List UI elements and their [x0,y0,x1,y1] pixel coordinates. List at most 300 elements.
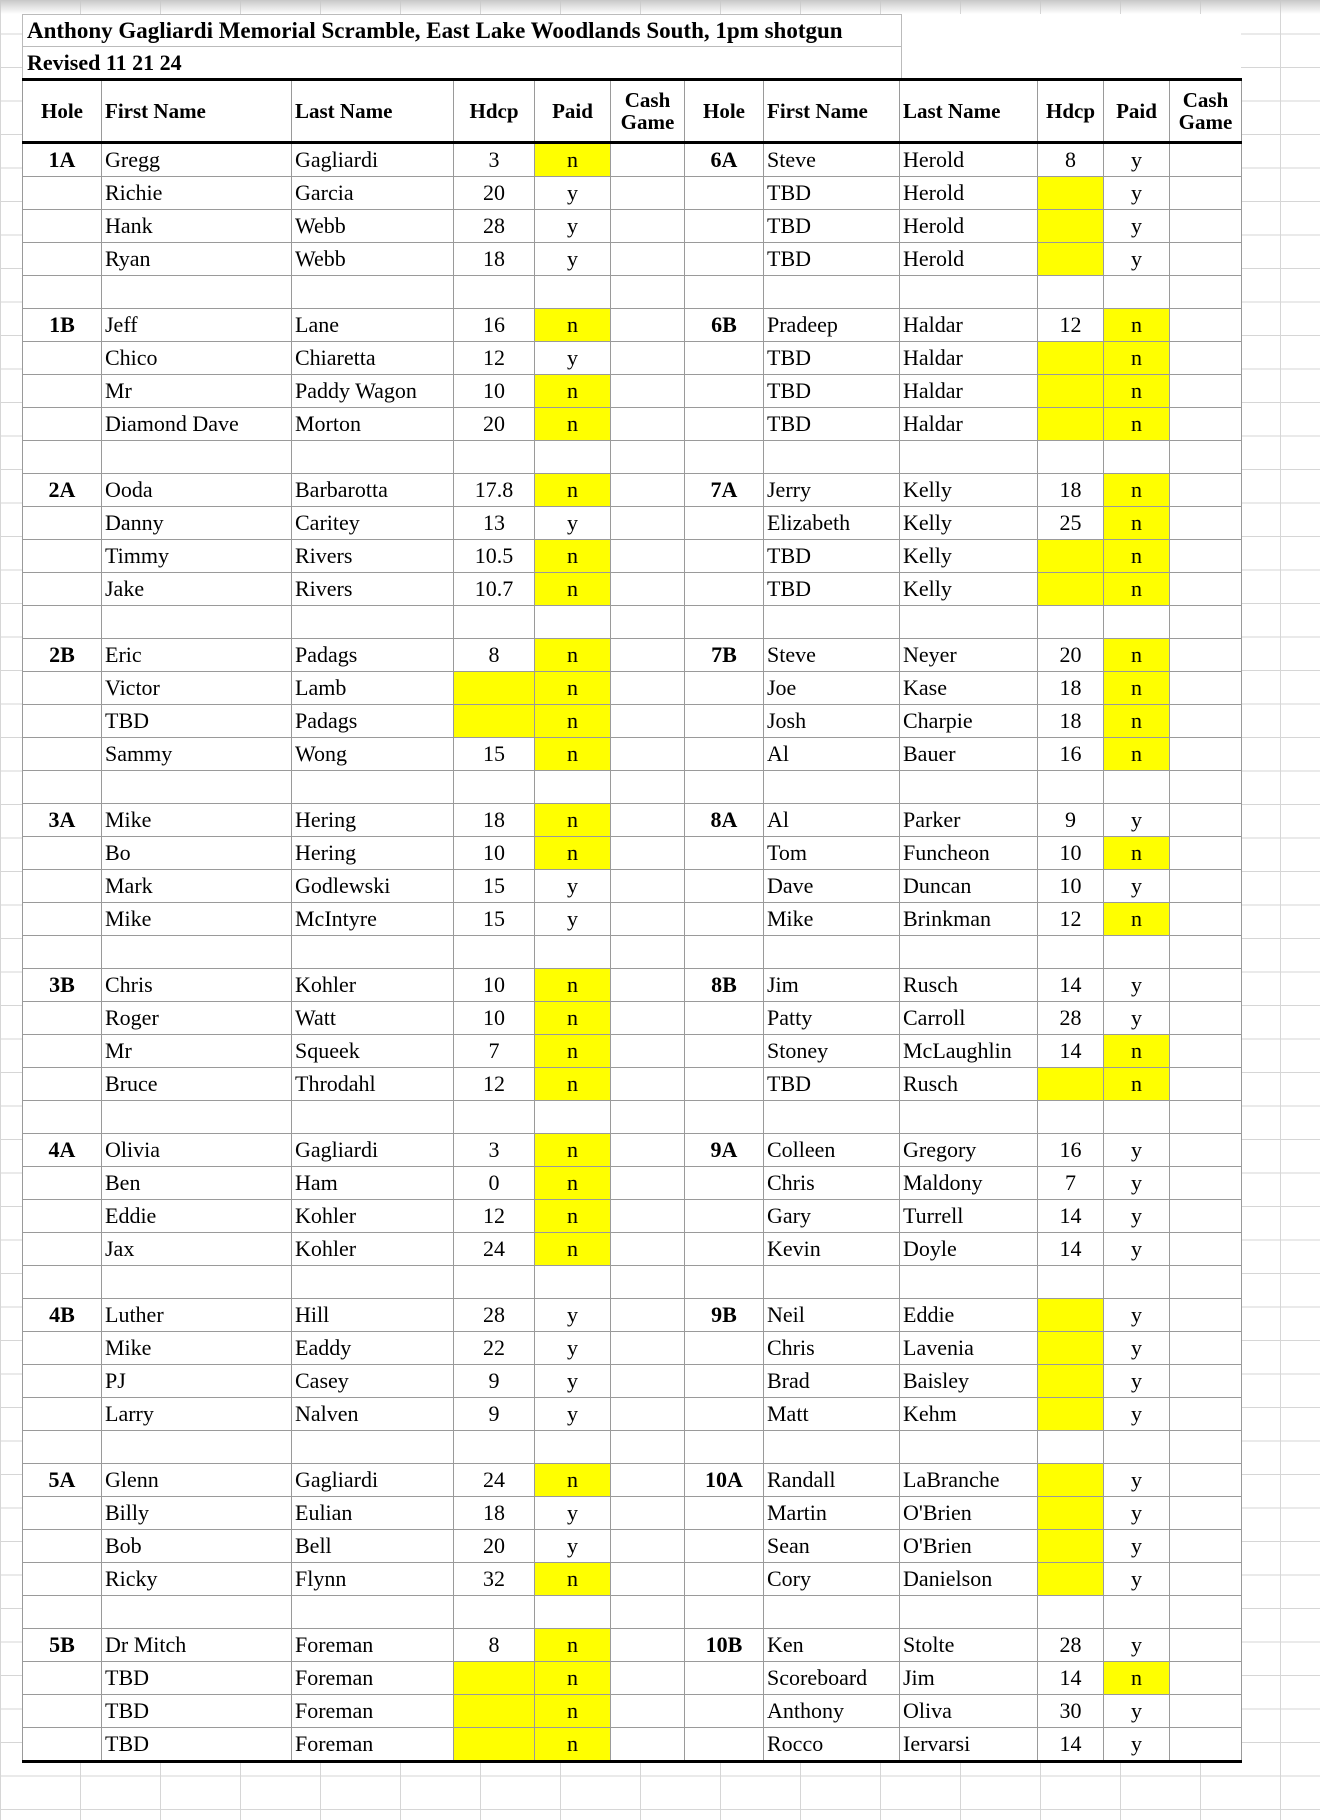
empty-cell[interactable] [292,771,454,804]
last-name-cell[interactable]: Herold [900,210,1038,243]
cash-game-cell[interactable] [1170,1695,1242,1728]
last-name-cell[interactable]: Gagliardi [292,143,454,177]
last-name-cell[interactable]: Wong [292,738,454,771]
empty-cell[interactable] [23,771,102,804]
hdcp-cell[interactable]: 14 [1038,969,1104,1002]
empty-cell[interactable] [1038,1431,1104,1464]
last-name-cell[interactable]: Flynn [292,1563,454,1596]
empty-cell[interactable] [685,936,764,969]
last-name-cell[interactable]: Kehm [900,1398,1038,1431]
paid-cell[interactable]: n [535,408,611,441]
hdcp-cell[interactable] [1038,408,1104,441]
hdcp-cell[interactable] [1038,1530,1104,1563]
cash-game-cell[interactable] [611,143,685,177]
cash-game-cell[interactable] [1170,573,1242,606]
first-name-cell[interactable]: Ken [764,1629,900,1662]
first-name-cell[interactable]: Bo [102,837,292,870]
hdcp-cell[interactable] [1038,1365,1104,1398]
paid-cell[interactable]: y [535,507,611,540]
last-name-cell[interactable]: Morton [292,408,454,441]
hdcp-cell[interactable]: 20 [454,1530,535,1563]
hdcp-cell[interactable] [1038,177,1104,210]
paid-cell[interactable]: y [1104,1728,1170,1762]
empty-cell[interactable] [23,1101,102,1134]
last-name-cell[interactable]: Ham [292,1167,454,1200]
hdcp-cell[interactable]: 10 [454,1002,535,1035]
first-name-cell[interactable]: Ricky [102,1563,292,1596]
paid-cell[interactable]: n [535,1035,611,1068]
paid-cell[interactable]: n [535,540,611,573]
cash-game-cell[interactable] [611,1563,685,1596]
empty-cell[interactable] [535,1101,611,1134]
hdcp-cell[interactable]: 28 [1038,1629,1104,1662]
last-name-cell[interactable]: Rusch [900,1068,1038,1101]
first-name-cell[interactable]: Ben [102,1167,292,1200]
last-name-cell[interactable]: Lamb [292,672,454,705]
last-name-cell[interactable]: Rivers [292,573,454,606]
hdcp-cell[interactable]: 16 [454,309,535,342]
empty-cell[interactable] [1038,441,1104,474]
first-name-cell[interactable]: Dave [764,870,900,903]
paid-cell[interactable]: n [535,474,611,507]
cash-game-cell[interactable] [611,1332,685,1365]
last-name-cell[interactable]: Garcia [292,177,454,210]
first-name-cell[interactable]: Matt [764,1398,900,1431]
last-name-cell[interactable]: Eddie [900,1299,1038,1332]
empty-cell[interactable] [611,1266,685,1299]
empty-cell[interactable] [535,1266,611,1299]
last-name-cell[interactable]: Brinkman [900,903,1038,936]
hdcp-cell[interactable]: 16 [1038,1134,1104,1167]
hdcp-cell[interactable]: 10 [1038,837,1104,870]
first-name-cell[interactable]: Patty [764,1002,900,1035]
hdcp-cell[interactable]: 7 [1038,1167,1104,1200]
empty-cell[interactable] [1038,1596,1104,1629]
empty-cell[interactable] [764,1596,900,1629]
empty-cell[interactable] [1170,771,1242,804]
paid-cell[interactable]: n [1104,507,1170,540]
cash-game-cell[interactable] [611,1695,685,1728]
first-name-cell[interactable]: Josh [764,705,900,738]
empty-cell[interactable] [535,276,611,309]
paid-cell[interactable]: n [535,143,611,177]
empty-cell[interactable] [454,1266,535,1299]
paid-cell[interactable]: y [1104,1497,1170,1530]
empty-cell[interactable] [102,1431,292,1464]
cash-game-cell[interactable] [1170,903,1242,936]
hdcp-cell[interactable]: 8 [1038,143,1104,177]
paid-cell[interactable]: n [1104,474,1170,507]
first-name-cell[interactable]: TBD [764,177,900,210]
last-name-cell[interactable]: Herold [900,243,1038,276]
empty-cell[interactable] [1104,606,1170,639]
first-name-cell[interactable]: Mr [102,375,292,408]
cash-game-cell[interactable] [1170,1134,1242,1167]
empty-cell[interactable] [23,1596,102,1629]
cash-game-cell[interactable] [611,1629,685,1662]
cash-game-cell[interactable] [611,969,685,1002]
cash-game-cell[interactable] [611,540,685,573]
hdcp-cell[interactable] [1038,1464,1104,1497]
paid-cell[interactable]: y [535,210,611,243]
cash-game-cell[interactable] [611,1662,685,1695]
first-name-cell[interactable]: TBD [764,210,900,243]
hdcp-cell[interactable]: 12 [454,1200,535,1233]
paid-cell[interactable]: y [535,1398,611,1431]
paid-cell[interactable]: n [535,1200,611,1233]
first-name-cell[interactable]: TBD [102,1662,292,1695]
first-name-cell[interactable]: Sean [764,1530,900,1563]
empty-cell[interactable] [102,936,292,969]
hdcp-cell[interactable]: 14 [1038,1035,1104,1068]
last-name-cell[interactable]: Kohler [292,969,454,1002]
first-name-cell[interactable]: Eddie [102,1200,292,1233]
empty-cell[interactable] [102,1596,292,1629]
first-name-cell[interactable]: Danny [102,507,292,540]
last-name-cell[interactable]: Paddy Wagon [292,375,454,408]
cash-game-cell[interactable] [1170,969,1242,1002]
first-name-cell[interactable]: Jerry [764,474,900,507]
cash-game-cell[interactable] [1170,1464,1242,1497]
last-name-cell[interactable]: Gregory [900,1134,1038,1167]
first-name-cell[interactable]: Eric [102,639,292,672]
first-name-cell[interactable]: Diamond Dave [102,408,292,441]
cash-game-cell[interactable] [611,1497,685,1530]
empty-cell[interactable] [292,276,454,309]
empty-cell[interactable] [1170,1431,1242,1464]
hdcp-cell[interactable] [1038,1332,1104,1365]
first-name-cell[interactable]: Mike [764,903,900,936]
paid-cell[interactable]: n [1104,903,1170,936]
last-name-cell[interactable]: Gagliardi [292,1134,454,1167]
hdcp-cell[interactable]: 25 [1038,507,1104,540]
first-name-cell[interactable]: Jax [102,1233,292,1266]
empty-cell[interactable] [900,771,1038,804]
cash-game-cell[interactable] [611,870,685,903]
first-name-cell[interactable]: TBD [102,1728,292,1762]
first-name-cell[interactable]: Steve [764,143,900,177]
cash-game-cell[interactable] [1170,474,1242,507]
last-name-cell[interactable]: Lavenia [900,1332,1038,1365]
last-name-cell[interactable]: Duncan [900,870,1038,903]
cash-game-cell[interactable] [1170,1233,1242,1266]
last-name-cell[interactable]: Rivers [292,540,454,573]
paid-cell[interactable]: y [1104,804,1170,837]
hdcp-cell[interactable]: 14 [1038,1662,1104,1695]
empty-cell[interactable] [454,1596,535,1629]
paid-cell[interactable]: y [1104,1002,1170,1035]
hdcp-cell[interactable]: 7 [454,1035,535,1068]
cash-game-cell[interactable] [611,672,685,705]
cash-game-cell[interactable] [1170,540,1242,573]
cash-game-cell[interactable] [611,804,685,837]
first-name-cell[interactable]: TBD [764,573,900,606]
cash-game-cell[interactable] [1170,1398,1242,1431]
empty-cell[interactable] [900,606,1038,639]
paid-cell[interactable]: n [535,837,611,870]
hdcp-cell[interactable]: 24 [454,1233,535,1266]
first-name-cell[interactable]: Scoreboard [764,1662,900,1695]
cash-game-cell[interactable] [1170,1563,1242,1596]
paid-cell[interactable]: n [535,1629,611,1662]
paid-cell[interactable]: n [535,1662,611,1695]
last-name-cell[interactable]: Danielson [900,1563,1038,1596]
hdcp-cell[interactable]: 8 [454,639,535,672]
hdcp-cell[interactable]: 15 [454,870,535,903]
paid-cell[interactable]: y [1104,1629,1170,1662]
hdcp-cell[interactable]: 9 [454,1398,535,1431]
empty-cell[interactable] [611,936,685,969]
empty-cell[interactable] [102,276,292,309]
last-name-cell[interactable]: Casey [292,1365,454,1398]
cash-game-cell[interactable] [611,1299,685,1332]
last-name-cell[interactable]: Caritey [292,507,454,540]
paid-cell[interactable]: n [1104,1662,1170,1695]
last-name-cell[interactable]: Eaddy [292,1332,454,1365]
empty-cell[interactable] [292,1266,454,1299]
empty-cell[interactable] [102,441,292,474]
first-name-cell[interactable]: Victor [102,672,292,705]
paid-cell[interactable]: y [1104,1299,1170,1332]
first-name-cell[interactable]: Bob [102,1530,292,1563]
empty-cell[interactable] [454,276,535,309]
empty-cell[interactable] [900,1101,1038,1134]
last-name-cell[interactable]: Squeek [292,1035,454,1068]
first-name-cell[interactable]: Anthony [764,1695,900,1728]
last-name-cell[interactable]: Stolte [900,1629,1038,1662]
empty-cell[interactable] [1170,1596,1242,1629]
paid-cell[interactable]: n [1104,639,1170,672]
last-name-cell[interactable]: Haldar [900,342,1038,375]
last-name-cell[interactable]: Iervarsi [900,1728,1038,1762]
paid-cell[interactable]: y [535,1497,611,1530]
paid-cell[interactable]: n [535,672,611,705]
last-name-cell[interactable]: Padags [292,705,454,738]
first-name-cell[interactable]: TBD [764,342,900,375]
cash-game-cell[interactable] [1170,738,1242,771]
empty-cell[interactable] [292,606,454,639]
first-name-cell[interactable]: Pradeep [764,309,900,342]
cash-game-cell[interactable] [611,1068,685,1101]
cash-game-cell[interactable] [1170,342,1242,375]
paid-cell[interactable]: y [1104,1563,1170,1596]
paid-cell[interactable]: n [1104,408,1170,441]
hdcp-cell[interactable]: 14 [1038,1233,1104,1266]
empty-cell[interactable] [900,276,1038,309]
cash-game-cell[interactable] [1170,143,1242,177]
paid-cell[interactable]: y [1104,243,1170,276]
empty-cell[interactable] [1038,276,1104,309]
empty-cell[interactable] [685,771,764,804]
cash-game-cell[interactable] [1170,1332,1242,1365]
hdcp-cell[interactable]: 10 [454,837,535,870]
hdcp-cell[interactable] [1038,1299,1104,1332]
last-name-cell[interactable]: Foreman [292,1662,454,1695]
paid-cell[interactable]: y [535,1332,611,1365]
first-name-cell[interactable]: Billy [102,1497,292,1530]
cash-game-cell[interactable] [611,1002,685,1035]
first-name-cell[interactable]: Al [764,738,900,771]
hdcp-cell[interactable]: 18 [454,804,535,837]
empty-cell[interactable] [611,276,685,309]
paid-cell[interactable]: n [1104,705,1170,738]
first-name-cell[interactable]: Olivia [102,1134,292,1167]
first-name-cell[interactable]: Cory [764,1563,900,1596]
first-name-cell[interactable]: Bruce [102,1068,292,1101]
paid-cell[interactable]: n [1104,309,1170,342]
empty-cell[interactable] [535,441,611,474]
first-name-cell[interactable]: Roger [102,1002,292,1035]
first-name-cell[interactable]: Glenn [102,1464,292,1497]
empty-cell[interactable] [23,1266,102,1299]
first-name-cell[interactable]: PJ [102,1365,292,1398]
hdcp-cell[interactable] [454,1662,535,1695]
paid-cell[interactable]: n [1104,738,1170,771]
empty-cell[interactable] [102,606,292,639]
empty-cell[interactable] [611,1431,685,1464]
cash-game-cell[interactable] [1170,870,1242,903]
cash-game-cell[interactable] [1170,375,1242,408]
cash-game-cell[interactable] [611,309,685,342]
hdcp-cell[interactable]: 20 [454,177,535,210]
first-name-cell[interactable]: Sammy [102,738,292,771]
cash-game-cell[interactable] [1170,1035,1242,1068]
hdcp-cell[interactable]: 32 [454,1563,535,1596]
paid-cell[interactable]: y [1104,1233,1170,1266]
paid-cell[interactable]: n [1104,375,1170,408]
empty-cell[interactable] [454,771,535,804]
hdcp-cell[interactable] [1038,573,1104,606]
empty-cell[interactable] [685,1431,764,1464]
last-name-cell[interactable]: Foreman [292,1728,454,1762]
empty-cell[interactable] [292,1101,454,1134]
first-name-cell[interactable]: Brad [764,1365,900,1398]
paid-cell[interactable]: y [535,1365,611,1398]
last-name-cell[interactable]: Kelly [900,507,1038,540]
last-name-cell[interactable]: Rusch [900,969,1038,1002]
last-name-cell[interactable]: Kelly [900,573,1038,606]
last-name-cell[interactable]: Webb [292,243,454,276]
cash-game-cell[interactable] [611,177,685,210]
paid-cell[interactable]: y [1104,143,1170,177]
paid-cell[interactable]: n [535,1068,611,1101]
empty-cell[interactable] [23,1431,102,1464]
empty-cell[interactable] [535,1596,611,1629]
hdcp-cell[interactable]: 12 [1038,309,1104,342]
first-name-cell[interactable]: TBD [764,408,900,441]
hdcp-cell[interactable] [1038,1563,1104,1596]
last-name-cell[interactable]: Maldony [900,1167,1038,1200]
first-name-cell[interactable]: Ooda [102,474,292,507]
hdcp-cell[interactable]: 3 [454,143,535,177]
hdcp-cell[interactable]: 10 [454,969,535,1002]
empty-cell[interactable] [535,1431,611,1464]
first-name-cell[interactable]: Tom [764,837,900,870]
cash-game-cell[interactable] [611,1398,685,1431]
empty-cell[interactable] [611,441,685,474]
cash-game-cell[interactable] [611,1233,685,1266]
hdcp-cell[interactable] [454,672,535,705]
empty-cell[interactable] [1170,1101,1242,1134]
empty-cell[interactable] [764,936,900,969]
cash-game-cell[interactable] [611,1365,685,1398]
hdcp-cell[interactable] [1038,210,1104,243]
first-name-cell[interactable]: TBD [764,243,900,276]
cash-game-cell[interactable] [1170,507,1242,540]
empty-cell[interactable] [454,606,535,639]
first-name-cell[interactable]: Rocco [764,1728,900,1762]
paid-cell[interactable]: y [1104,1365,1170,1398]
empty-cell[interactable] [611,606,685,639]
last-name-cell[interactable]: Haldar [900,309,1038,342]
empty-cell[interactable] [102,1266,292,1299]
first-name-cell[interactable]: TBD [102,705,292,738]
empty-cell[interactable] [454,441,535,474]
hdcp-cell[interactable]: 20 [1038,639,1104,672]
empty-cell[interactable] [1104,276,1170,309]
empty-cell[interactable] [1104,1431,1170,1464]
cash-game-cell[interactable] [1170,1365,1242,1398]
first-name-cell[interactable]: Mike [102,804,292,837]
empty-cell[interactable] [292,1431,454,1464]
first-name-cell[interactable]: Dr Mitch [102,1629,292,1662]
last-name-cell[interactable]: Kohler [292,1233,454,1266]
last-name-cell[interactable]: Baisley [900,1365,1038,1398]
empty-cell[interactable] [1170,606,1242,639]
last-name-cell[interactable]: Padags [292,639,454,672]
paid-cell[interactable]: n [535,738,611,771]
empty-cell[interactable] [764,1266,900,1299]
first-name-cell[interactable]: Luther [102,1299,292,1332]
hdcp-cell[interactable] [1038,1398,1104,1431]
hdcp-cell[interactable]: 10.5 [454,540,535,573]
empty-cell[interactable] [23,936,102,969]
empty-cell[interactable] [1038,1266,1104,1299]
cash-game-cell[interactable] [611,837,685,870]
empty-cell[interactable] [535,936,611,969]
empty-cell[interactable] [685,441,764,474]
hdcp-cell[interactable] [1038,540,1104,573]
paid-cell[interactable]: y [1104,177,1170,210]
hdcp-cell[interactable]: 20 [454,408,535,441]
cash-game-cell[interactable] [611,210,685,243]
hdcp-cell[interactable]: 13 [454,507,535,540]
cash-game-cell[interactable] [611,573,685,606]
empty-cell[interactable] [1104,1101,1170,1134]
cash-game-cell[interactable] [611,705,685,738]
paid-cell[interactable]: y [535,342,611,375]
cash-game-cell[interactable] [611,375,685,408]
last-name-cell[interactable]: Watt [292,1002,454,1035]
empty-cell[interactable] [900,936,1038,969]
empty-cell[interactable] [1038,936,1104,969]
first-name-cell[interactable]: Mark [102,870,292,903]
cash-game-cell[interactable] [1170,1299,1242,1332]
hdcp-cell[interactable]: 14 [1038,1728,1104,1762]
cash-game-cell[interactable] [611,1035,685,1068]
last-name-cell[interactable]: Jim [900,1662,1038,1695]
last-name-cell[interactable]: Neyer [900,639,1038,672]
cash-game-cell[interactable] [611,1530,685,1563]
hdcp-cell[interactable]: 18 [1038,474,1104,507]
empty-cell[interactable] [1104,1596,1170,1629]
empty-cell[interactable] [764,606,900,639]
last-name-cell[interactable]: Foreman [292,1629,454,1662]
paid-cell[interactable]: n [1104,573,1170,606]
cash-game-cell[interactable] [1170,804,1242,837]
hdcp-cell[interactable]: 18 [1038,705,1104,738]
last-name-cell[interactable]: Hering [292,837,454,870]
